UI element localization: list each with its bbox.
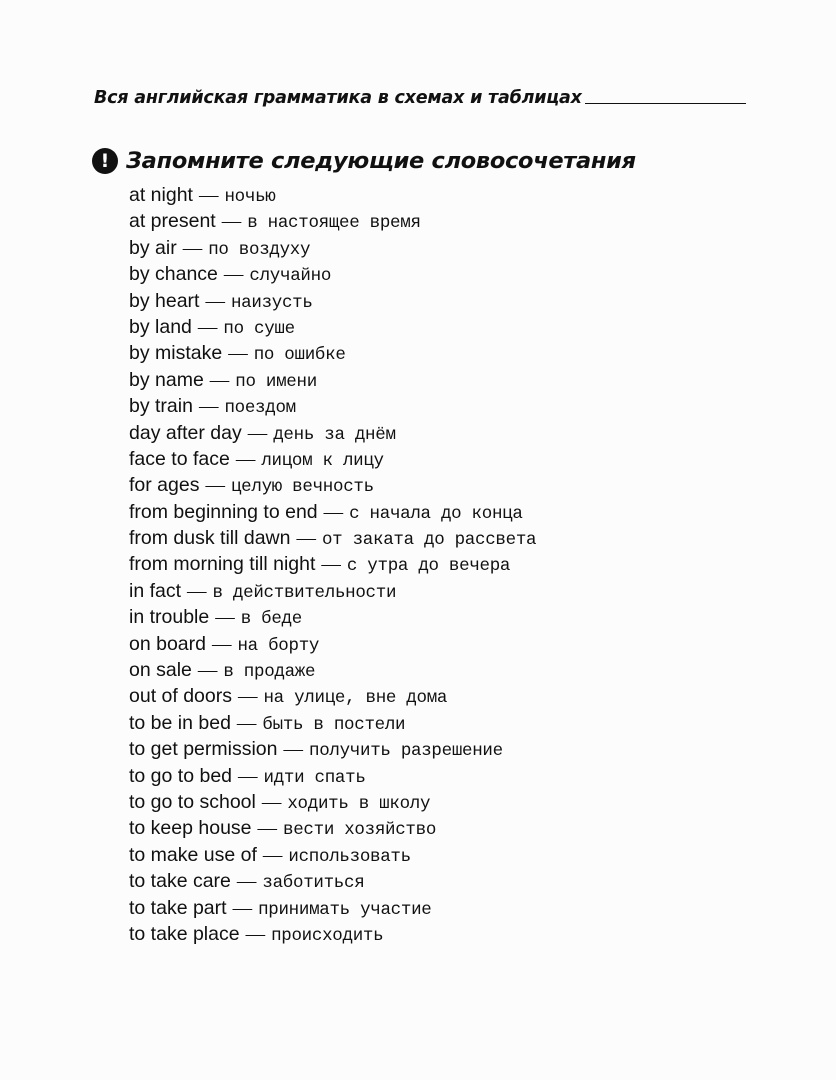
phrase-russian: от заката до рассвета: [321, 530, 537, 551]
phrase-dash: —: [236, 871, 257, 893]
phrase-english: to take care: [129, 870, 231, 893]
phrase-russian: лицом к лицу: [261, 450, 384, 471]
phrase-english: to keep house: [129, 817, 252, 840]
phrase-english: by chance: [129, 263, 218, 286]
phrase-english: by land: [129, 315, 192, 338]
section-heading: [92, 144, 636, 178]
phrase-english: from beginning to end: [129, 500, 318, 523]
phrase-dash: —: [232, 897, 253, 919]
phrase-english: by train: [129, 395, 193, 418]
phrase-dash: —: [236, 712, 257, 734]
phrase-english: by heart: [129, 289, 200, 312]
phrase-english: on board: [129, 632, 206, 655]
phrase-english: by name: [129, 368, 204, 391]
phrase-russian: происходить: [271, 925, 384, 946]
phrase-dash: —: [257, 818, 278, 840]
phrase-item: [129, 868, 536, 894]
phrase-dash: —: [247, 422, 268, 444]
phrase-dash: —: [198, 396, 219, 418]
phrase-item: [129, 710, 536, 736]
phrase-item: [129, 499, 536, 525]
phrase-russian: использовать: [288, 846, 411, 867]
phrase-english: to take place: [129, 922, 240, 945]
running-header: [94, 84, 746, 108]
phrase-item: [129, 367, 536, 393]
phrase-dash: —: [235, 448, 256, 470]
phrase-dash: —: [197, 316, 218, 338]
phrase-russian: заботиться: [262, 873, 365, 894]
phrase-russian: на улице, вне дома: [263, 688, 448, 709]
phrase-dash: —: [261, 791, 282, 813]
phrase-item: [129, 604, 536, 630]
phrase-item: [129, 393, 536, 419]
phrase-dash: —: [187, 580, 207, 602]
phrase-russian: идти спать: [263, 767, 366, 788]
phrase-dash: —: [205, 475, 225, 497]
phrase-russian: в беде: [240, 609, 302, 630]
phrase-dash: —: [296, 528, 316, 550]
phrase-item: [129, 657, 536, 683]
phrase-item: [129, 551, 536, 577]
phrase-russian: целую вечность: [230, 477, 374, 498]
phrase-dash: —: [245, 923, 266, 945]
phrase-dash: —: [197, 660, 218, 682]
phrase-item: [129, 683, 536, 709]
phrase-item: [129, 895, 536, 921]
phrase-russian: вести хозяйство: [283, 820, 437, 841]
phrase-russian: по суше: [223, 318, 295, 339]
phrase-dash: —: [215, 607, 235, 629]
exclamation-circle-icon: !: [92, 148, 118, 174]
phrase-english: day after day: [129, 421, 242, 444]
phrase-item: [129, 789, 536, 815]
phrase-russian: принимать участие: [258, 899, 432, 920]
phrase-english: in fact: [129, 579, 182, 602]
phrase-dash: —: [237, 686, 258, 708]
phrase-dash: —: [223, 264, 244, 286]
phrase-russian: на борту: [237, 635, 320, 656]
phrase-russian: наизусть: [230, 292, 313, 313]
phrase-dash: —: [321, 554, 341, 576]
phrase-russian: быть в постели: [262, 714, 406, 735]
phrase-item: [129, 921, 536, 947]
phrase-item: [129, 182, 536, 208]
running-title: Вся английская грамматика в схемах и таблицах: [94, 88, 582, 108]
phrase-russian: ночью: [224, 187, 276, 207]
section-title: Запомните следующие словосочетания: [126, 148, 636, 174]
phrase-item: [129, 420, 536, 446]
phrase-item: [129, 261, 536, 287]
phrase-english: for ages: [129, 474, 200, 497]
phrase-dash: —: [283, 739, 303, 761]
phrase-dash: —: [228, 343, 248, 365]
phrase-item: [129, 235, 536, 261]
phrase-item: [129, 446, 536, 472]
phrase-russian: получить разрешение: [309, 741, 503, 762]
phrase-english: to go to school: [129, 790, 256, 813]
phrase-item: [129, 314, 536, 340]
phrase-russian: с утра до вечера: [346, 556, 511, 577]
phrase-english: to be in bed: [129, 711, 231, 734]
phrase-item: [129, 763, 536, 789]
phrase-item: [129, 578, 536, 604]
phrase-english: on sale: [129, 659, 192, 682]
phrase-english: out of doors: [129, 685, 232, 708]
phrase-russian: день за днём: [273, 424, 396, 445]
phrase-russian: случайно: [249, 266, 332, 287]
phrase-russian: по ошибке: [253, 345, 346, 366]
phrase-dash: —: [221, 211, 242, 233]
phrase-dash: —: [182, 237, 203, 259]
header-rule: [585, 103, 746, 104]
phrase-russian: ходить в школу: [287, 793, 431, 814]
phrase-list: [129, 182, 536, 947]
phrase-english: by air: [129, 236, 177, 259]
phrase-english: by mistake: [129, 342, 223, 365]
phrase-item: [129, 842, 536, 868]
phrase-english: to make use of: [129, 843, 257, 866]
phrase-english: face to face: [129, 447, 230, 470]
phrase-english: in trouble: [129, 606, 210, 629]
phrase-item: [129, 208, 536, 234]
phrase-english: to take part: [129, 896, 227, 919]
phrase-item: [129, 340, 536, 366]
phrase-dash: —: [211, 633, 232, 655]
phrase-item: [129, 525, 536, 551]
phrase-item: [129, 631, 536, 657]
phrase-russian: в продаже: [223, 662, 316, 683]
phrase-item: [129, 736, 536, 762]
phrase-item: [129, 288, 536, 314]
phrase-english: from morning till night: [129, 553, 316, 576]
phrase-dash: —: [262, 844, 283, 866]
phrase-english: to go to bed: [129, 764, 233, 787]
phrase-russian: поездом: [224, 398, 296, 419]
phrase-russian: по имени: [235, 371, 317, 392]
phrase-dash: —: [323, 501, 344, 523]
phrase-dash: —: [238, 765, 258, 787]
phrase-english: at present: [129, 210, 216, 233]
phrase-russian: в действительности: [212, 582, 397, 603]
phrase-russian: в настоящее время: [247, 213, 421, 234]
phrase-item: [129, 472, 536, 498]
phrase-item: [129, 815, 536, 841]
phrase-english: to get permission: [129, 738, 278, 761]
phrase-russian: с начала до конца: [349, 503, 523, 524]
phrase-english: at night: [129, 184, 193, 206]
phrase-dash: —: [209, 369, 230, 391]
phrase-dash: —: [198, 185, 219, 206]
phrase-dash: —: [205, 290, 225, 312]
phrase-russian: по воздуху: [208, 239, 311, 260]
phrase-english: from dusk till dawn: [129, 527, 291, 550]
